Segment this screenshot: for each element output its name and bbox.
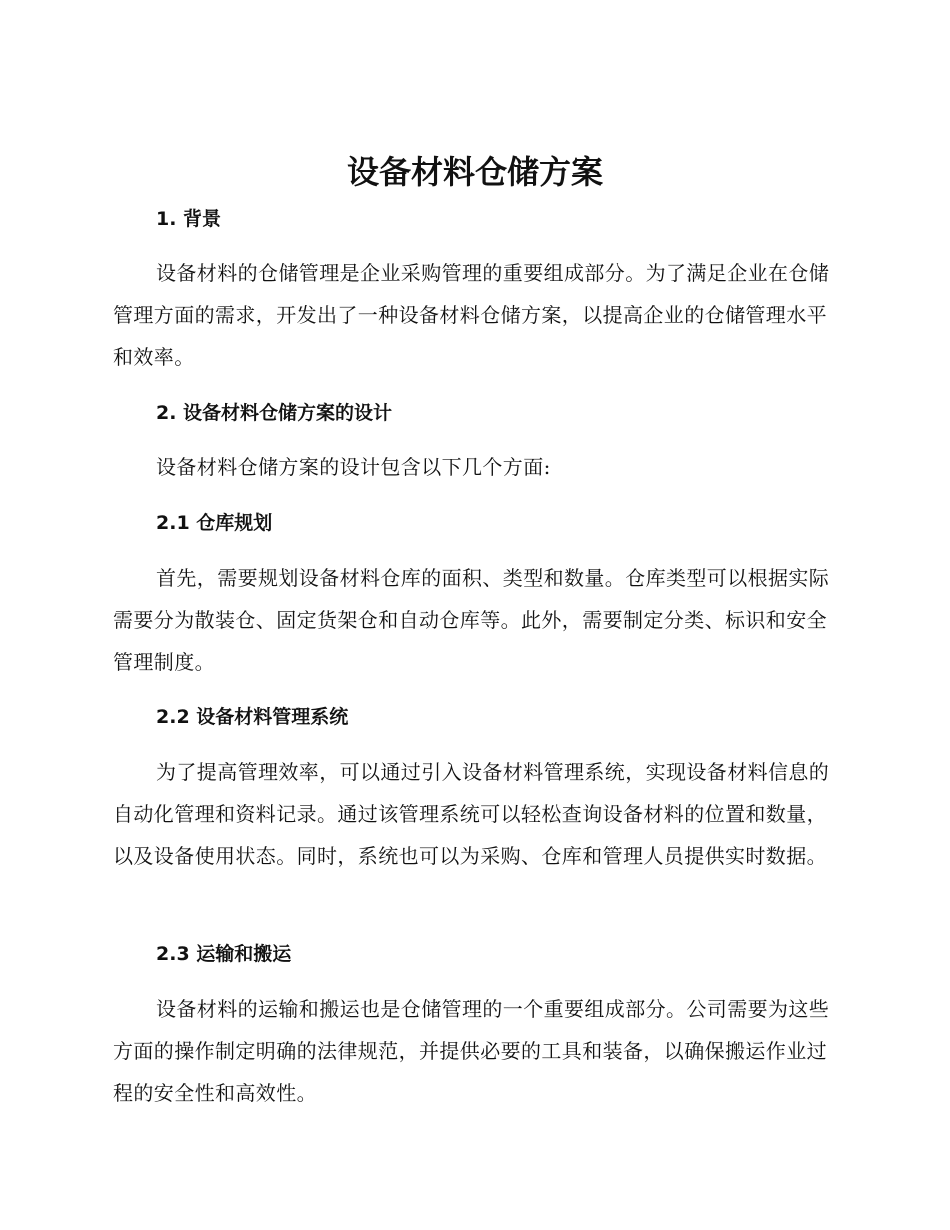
- section-heading-design: 2. 设备材料仓储方案的设计: [156, 402, 393, 424]
- section-heading-warehouse-planning: 2.1 仓库规划: [156, 512, 273, 534]
- section-heading-transport: 2.3 运输和搬运: [156, 943, 292, 965]
- section-paragraph-management-system: 为了提高管理效率，可以通过引入设备材料管理系统，实现设备材料信息的自动化管理和资料记录。通过该管理系统可以轻松查询设备材料的位置和数量，以及设备使用状态。同时，系统也可以为采购、仓库和管理人员提供实时数据。: [113, 760, 830, 868]
- section-paragraph-warehouse-planning: 首先，需要规划设备材料仓库的面积、类型和数量。仓库类型可以根据实际需要分为散装仓、固定货架仓和自动仓库等。此外，需要制定分类、标识和安全管理制度。: [113, 566, 830, 674]
- section-paragraph-design: 设备材料仓储方案的设计包含以下几个方面:: [156, 455, 551, 479]
- document-title: 设备材料仓储方案: [346, 153, 603, 191]
- section-paragraph-background: 设备材料的仓储管理是企业采购管理的重要组成部分。为了满足企业在仓储管理方面的需求，开发出了一种设备材料仓储方案，以提高企业的仓储管理水平和效率。: [113, 261, 830, 369]
- section-paragraph-transport: 设备材料的运输和搬运也是仓储管理的一个重要组成部分。公司需要为这些方面的操作制定明确的法律规范，并提供必要的工具和装备，以确保搬运作业过程的安全性和高效性。: [113, 997, 830, 1105]
- section-heading-management-system: 2.2 设备材料管理系统: [156, 706, 349, 728]
- section-heading-background: 1. 背景: [156, 208, 222, 230]
